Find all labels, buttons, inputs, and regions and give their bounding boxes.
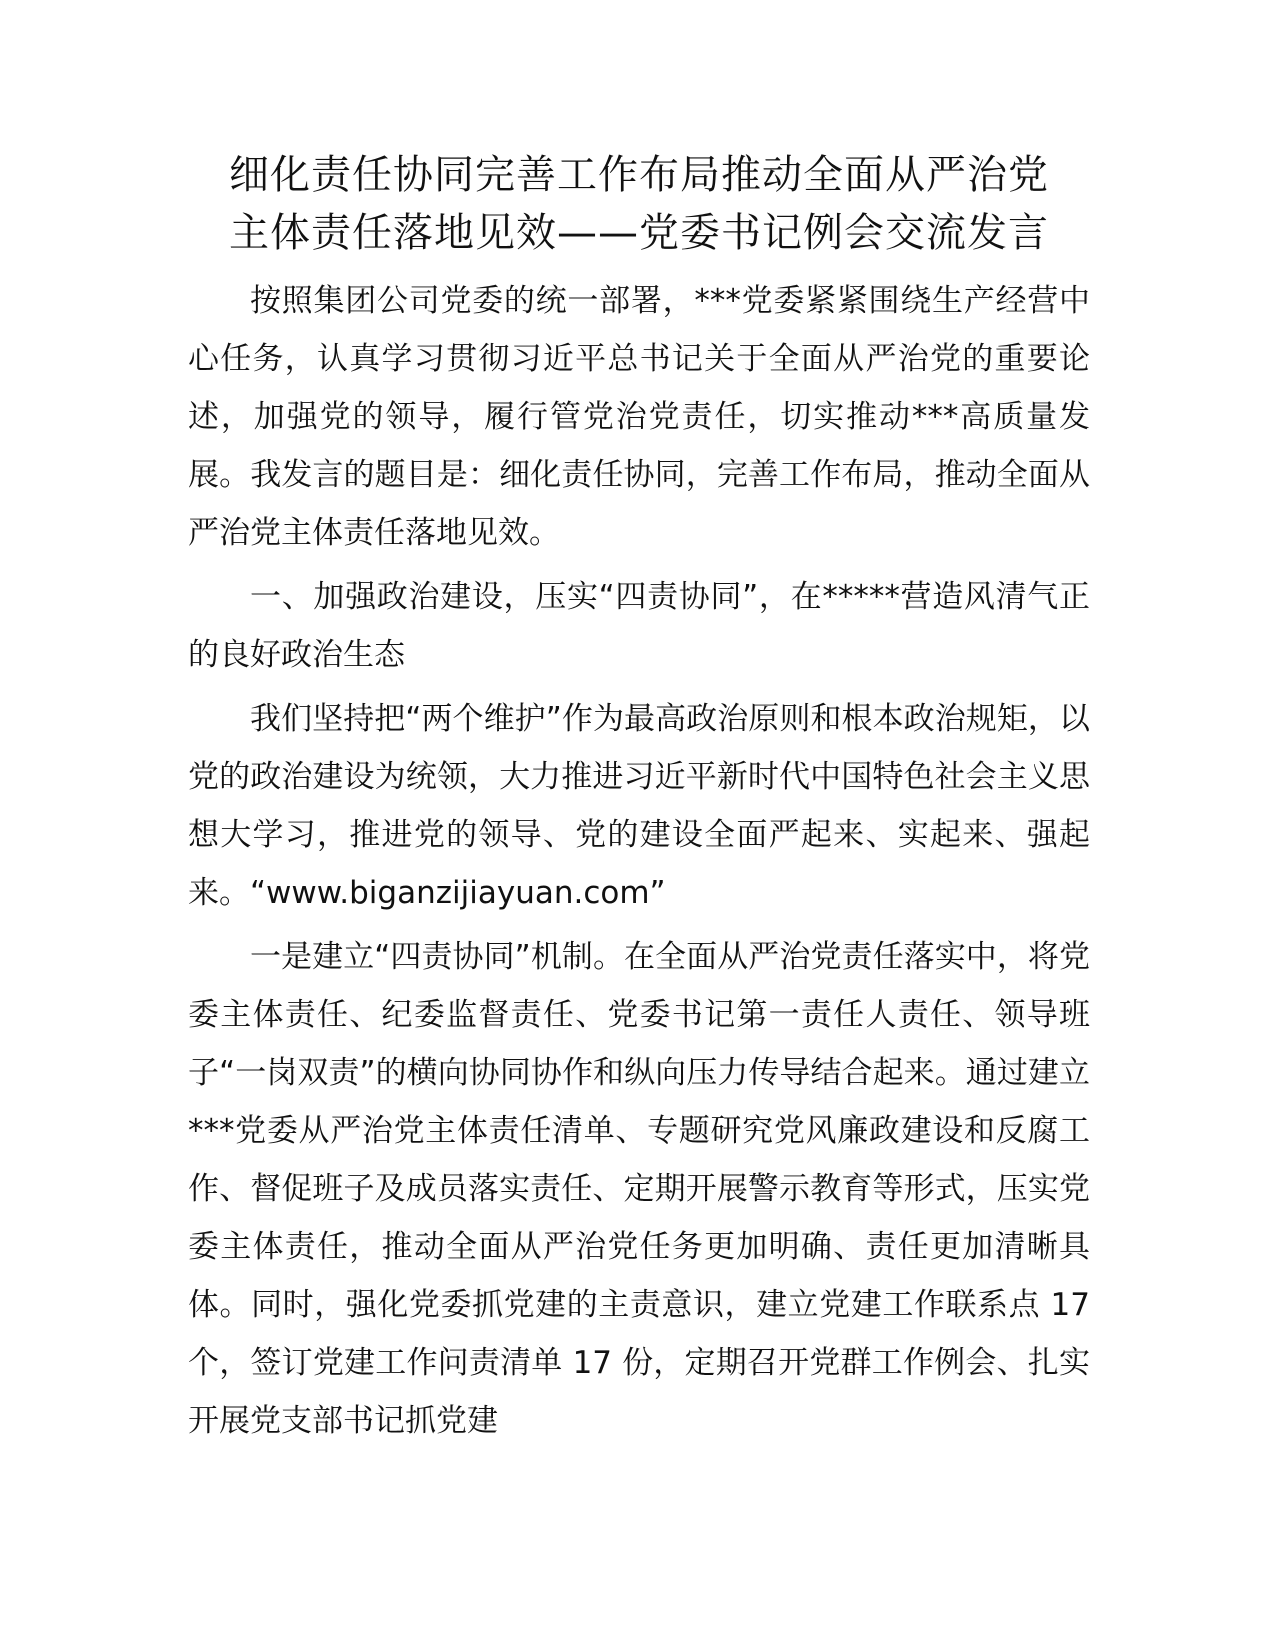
paragraph-political-building: 我们坚持把“两个维护”作为最高政治原则和根本政治规矩，以党的政治建设为统领，大力推进习近平新时代中国特色社会主义思想大学习，推进党的领导、党的建设全面严起来、实起来、强起来。“www.biganzijiayuan.com” — [188, 701, 1090, 911]
section-heading-1: 一、加强政治建设，压实“四责协同”，在*****营造风清气正的良好政治生态 — [188, 579, 1090, 673]
document-page — [188, 146, 1090, 1456]
paragraph-intro: 按照集团公司党委的统一部署，***党委紧紧围绕生产经营中心任务，认真学习贯彻习近平总书记关于全面从严治党的重要论述，加强党的领导，履行管党治党责任，切实推动***高质量发展。我发言的题目是：细化责任协同，完善工作布局，推动全面从严治党主体责任落地见效。 — [188, 283, 1090, 551]
title-line-1: 细化责任协同完善工作布局推动全面从严治党 — [229, 152, 1049, 198]
paragraph-four-responsibilities: 一是建立“四责协同”机制。在全面从严治党责任落实中，将党委主体责任、纪委监督责任、党委书记第一责任人责任、领导班子“一岗双责”的横向协同协作和纵向压力传导结合起来。通过建立***党委从严治党主体责任清单、专题研究党风廉政建设和反腐工作、督促班子及成员落实责任、定期开展警示教育等形式，压实党委主体责任，推动全面从严治党任务更加明确、责任更加清晰具体。同时，强化党委抓党建的主责意识，建立党建工作联系点 17 个，签订党建工作问责清单 17 份，定期召开党群工作例会、扎实开展党支部书记抓党建 — [188, 939, 1090, 1439]
title-line-2: 主体责任落地见效——党委书记例会交流发言 — [229, 210, 1049, 256]
document-title — [188, 146, 1090, 262]
